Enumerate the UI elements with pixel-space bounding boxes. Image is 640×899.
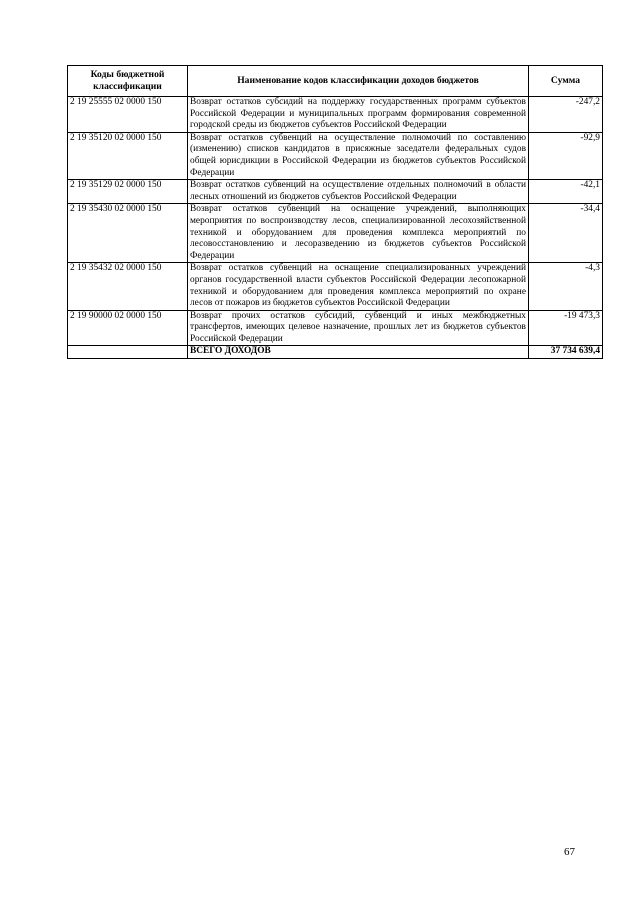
header-sum: Сумма — [529, 66, 603, 97]
row-code: 2 19 35120 02 0000 150 — [68, 132, 188, 179]
row-sum: -34,4 — [529, 204, 603, 263]
row-code: 2 19 35430 02 0000 150 — [68, 204, 188, 263]
budget-revenue-table — [67, 65, 603, 359]
total-sum: 37 734 639,4 — [529, 346, 603, 359]
row-name: Возврат остатков субсидий на поддержку государственных программ субъектов Российской Федерации и муниципальных программ формирования современной городской среды из бюджетов субъектов Российской Федерации — [188, 97, 529, 133]
row-sum: -19 473,3 — [529, 310, 603, 346]
total-row — [68, 346, 603, 359]
row-sum: -92,9 — [529, 132, 603, 179]
row-code: 2 19 35129 02 0000 150 — [68, 180, 188, 204]
total-code-empty — [68, 346, 188, 359]
page-number: 67 — [564, 846, 575, 858]
row-code: 2 19 35432 02 0000 150 — [68, 263, 188, 310]
row-code: 2 19 90000 02 0000 150 — [68, 310, 188, 346]
row-sum: -4,3 — [529, 263, 603, 310]
row-name: Возврат прочих остатков субсидий, субвенций и иных межбюджетных трансфертов, имеющих целевое назначение, прошлых лет из бюджетов субъектов Российской Федерации — [188, 310, 529, 346]
total-label: ВСЕГО ДОХОДОВ — [188, 346, 529, 359]
header-name: Наименование кодов классификации доходов бюджетов — [188, 66, 529, 97]
row-code: 2 19 25555 02 0000 150 — [68, 97, 188, 133]
row-sum: -42,1 — [529, 180, 603, 204]
row-name: Возврат остатков субвенций на осуществление полномочий по составлению (изменению) списков кандидатов в присяжные заседатели федеральных судов общей юрисдикции в Российской Федерации из бюджетов субъектов Российской Федерации — [188, 132, 529, 179]
table-header-row — [68, 66, 603, 97]
table-row — [68, 310, 603, 346]
table-row — [68, 180, 603, 204]
row-name: Возврат остатков субвенций на оснащение специализированных учреждений органов государственной власти субъектов Российской Федерации лесопожарной техникой и оборудованием для проведения комплекса мероприятий по охране лесов от пожаров из бюджетов субъектов Российской Федерации — [188, 263, 529, 310]
table-row — [68, 263, 603, 310]
table-row — [68, 204, 603, 263]
header-code: Коды бюджетной классификации — [68, 66, 188, 97]
row-name: Возврат остатков субвенций на осуществление отдельных полномочий в области лесных отношений из бюджетов субъектов Российской Федерации — [188, 180, 529, 204]
row-sum: -247,2 — [529, 97, 603, 133]
table-row — [68, 97, 603, 133]
table-row — [68, 132, 603, 179]
row-name: Возврат остатков субвенций на оснащение учреждений, выполняющих мероприятия по воспроизводству лесов, специализированной лесохозяйственной техникой и оборудованием для проведения комплекса мероприятий по лесовосстановлению и лесоразведению из бюджетов субъектов Российской Федерации — [188, 204, 529, 263]
